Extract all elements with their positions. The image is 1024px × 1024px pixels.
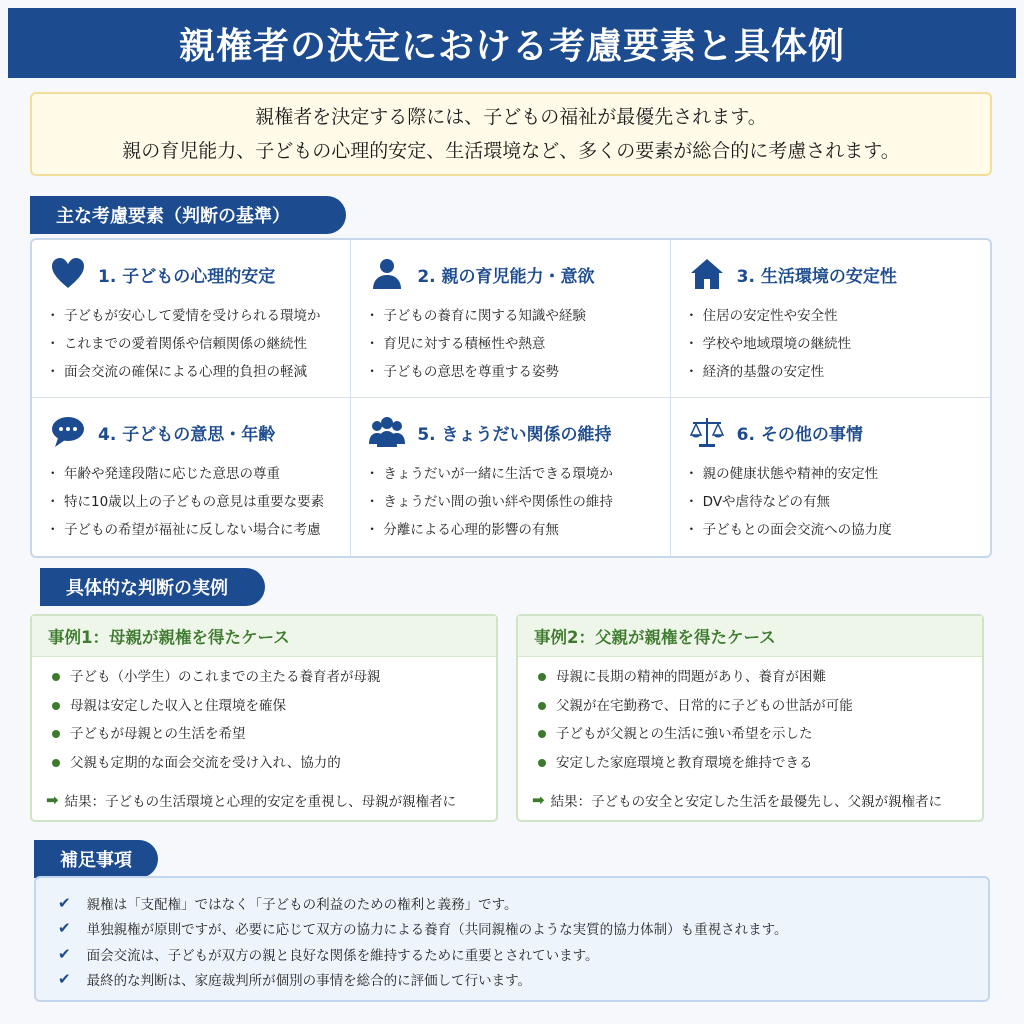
case-result-text: 結果：子どもの生活環境と心理的安定を重視し、母親が親権者に [64, 794, 457, 810]
case-result [46, 790, 456, 810]
factor-point: ・ 子どもとの面会交流への協力度 [689, 516, 974, 544]
note-item [58, 967, 988, 993]
factor-card [351, 398, 670, 556]
case-point: 母親に長期の精神的問題があり、養育が困難 [536, 663, 982, 692]
case-point: 子どもが母親との生活を希望 [50, 720, 496, 749]
check-icon: ✔ [58, 944, 71, 963]
factor-title: 2. 親の育児能力・意欲 [417, 266, 595, 287]
arrow-right-icon: ➡ [46, 791, 59, 809]
case-title: 事例2：父親が親権を得たケース [518, 616, 982, 657]
factor-point: ・ 経済的基盤の安定性 [689, 358, 974, 386]
heart-icon [50, 256, 86, 292]
arrow-right-icon: ➡ [532, 791, 545, 809]
case-card-2 [516, 614, 984, 822]
factor-point: ・ DVや虐待などの有無 [689, 488, 974, 516]
factor-card [671, 398, 990, 556]
note-item [58, 890, 988, 916]
intro-line-1: 親権者を決定する際には、子どもの福祉が最優先されます。 [255, 106, 767, 128]
case-title: 事例1：母親が親権を得たケース [32, 616, 496, 657]
factor-point: ・ 住居の安定性や安全性 [689, 302, 974, 330]
note-text: 親権は「支配権」ではなく「子どもの利益のための権利と義務」です。 [86, 896, 518, 913]
factor-point: ・ 学校や地域環境の継続性 [689, 330, 974, 358]
case-card-1 [30, 614, 498, 822]
cases-container [0, 614, 1024, 824]
case-result [532, 790, 942, 810]
case-point: 父親も定期的な面会交流を受け入れ、協力的 [50, 749, 496, 778]
cases-heading: 具体的な判断の実例 [40, 568, 265, 606]
factor-point: ・ きょうだいが一緒に生活できる環境か [369, 460, 653, 488]
factor-point: ・ 面会交流の確保による心理的負担の軽減 [50, 358, 334, 386]
case-point: 安定した家庭環境と教育環境を維持できる [536, 749, 982, 778]
factor-point: ・ 子どもの意思を尊重する姿勢 [369, 358, 653, 386]
factor-card [671, 240, 990, 398]
factor-title: 5. きょうだい関係の維持 [417, 424, 612, 445]
check-icon: ✔ [58, 919, 71, 938]
note-item [58, 941, 988, 967]
house-icon [689, 256, 725, 292]
factor-point: ・ 特に10歳以上の子どもの意見は重要な要素 [50, 488, 334, 516]
factor-title: 1. 子どもの心理的安定 [98, 266, 276, 287]
notes-heading: 補足事項 [34, 840, 158, 878]
case-point: 母親は安定した収入と住環境を確保 [50, 692, 496, 721]
factor-point: ・ 年齢や発達段階に応じた意思の尊重 [50, 460, 334, 488]
note-item [58, 916, 988, 942]
factor-card [351, 240, 670, 398]
factors-heading: 主な考慮要素（判断の基準） [30, 196, 346, 234]
check-icon: ✔ [58, 970, 71, 989]
group-icon [369, 414, 405, 450]
intro-box [30, 92, 992, 176]
factor-point: ・ これまでの愛着関係や信頼関係の継続性 [50, 330, 334, 358]
factor-point: ・ 育児に対する積極性や熱意 [369, 330, 653, 358]
factor-point: ・ きょうだい間の強い絆や関係性の維持 [369, 488, 653, 516]
factor-point: ・ 分離による心理的影響の有無 [369, 516, 653, 544]
case-result-text: 結果：子どもの安全と安定した生活を最優先し、父親が親権者に [550, 794, 943, 810]
factor-title: 4. 子どもの意思・年齢 [98, 424, 276, 445]
intro-line-2: 親の育児能力、子どもの心理的安定、生活環境など、多くの要素が総合的に考慮されます。 [122, 140, 900, 162]
factor-point: ・ 親の健康状態や精神的安定性 [689, 460, 974, 488]
factor-card [32, 240, 351, 398]
page-title: 親権者の決定における考慮要素と具体例 [8, 8, 1016, 78]
note-text: 面会交流は、子どもが双方の親と良好な関係を維持するために重要とされています。 [86, 947, 599, 964]
speech-bubble-icon [50, 414, 86, 450]
note-text: 単独親権が原則ですが、必要に応じて双方の協力による養育（共同親権のような実質的協力体制）も重視されます。 [86, 922, 788, 939]
note-text: 最終的な判断は、家庭裁判所が個別の事情を総合的に評価して行います。 [86, 973, 531, 990]
factor-card [32, 398, 351, 556]
case-point: 子どもが父親との生活に強い希望を示した [536, 720, 982, 749]
check-icon: ✔ [58, 893, 71, 912]
notes-box [34, 876, 990, 1002]
factor-point: ・ 子どもの養育に関する知識や経験 [369, 302, 653, 330]
factor-title: 3. 生活環境の安定性 [736, 266, 897, 287]
person-icon [369, 256, 405, 292]
case-point: 子ども（小学生）のこれまでの主たる養育者が母親 [50, 663, 496, 692]
factor-point: ・ 子どもが安心して愛情を受けられる環境か [50, 302, 334, 330]
case-point: 父親が在宅勤務で、日常的に子どもの世話が可能 [536, 692, 982, 721]
factors-grid [30, 238, 992, 558]
factor-title: 6. その他の事情 [736, 424, 863, 445]
scales-icon [689, 414, 725, 450]
factor-point: ・ 子どもの希望が福祉に反しない場合に考慮 [50, 516, 334, 544]
